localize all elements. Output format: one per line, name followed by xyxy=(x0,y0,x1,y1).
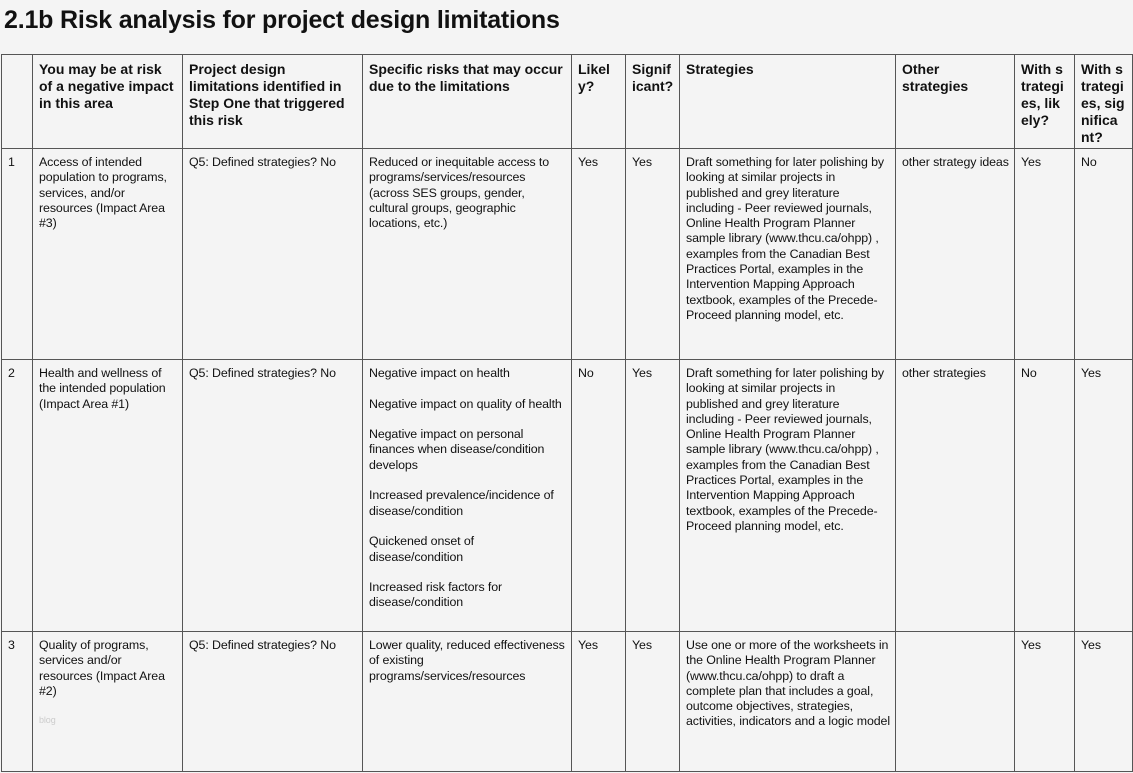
risk-item: Increased risk factors for disease/condition xyxy=(369,580,503,610)
header-design-limitations: Project design limitations identified in Step One that triggered this risk xyxy=(183,55,363,149)
table-row xyxy=(2,149,1133,360)
header-significant-text: Significant? xyxy=(632,61,674,94)
header-other-strategies-text: Other strategies xyxy=(902,61,969,94)
header-with-strategies-significant xyxy=(1075,55,1133,149)
header-risk-area: You may be at risk of a negative impact in this area xyxy=(33,55,183,149)
header-with-strategies-likely-text: With strategies, likely? xyxy=(1021,61,1064,128)
header-other-strategies xyxy=(896,55,1015,149)
limitation-cell: Q5: Defined strategies? No xyxy=(183,632,363,772)
risk-item: Negative impact on health xyxy=(369,366,510,380)
risk-area-cell: Access of intended population to programs, services, and/or resources (Impact Area #3) xyxy=(33,149,183,360)
strategies-cell: Draft something for later polishing by looking at similar projects in published and grey literature including - Peer reviewed journals, Online Health Program Planner sample library (www.thcu.ca/ohpp) , examples from the Canadian Best Practices Portal, examples in the Intervention Mapping Approach textbook, examples of the Precede-Proceed planning model, etc. xyxy=(680,149,896,360)
significant-cell: Yes xyxy=(626,360,680,632)
watermark: blog xyxy=(39,715,56,726)
risk-item: Reduced or inequitable access to programs/services/resources (across SES groups, gender, cultural groups, geographic locations, etc.) xyxy=(369,155,550,231)
header-number xyxy=(2,55,33,149)
risk-item: Increased prevalence/incidence of disease/condition xyxy=(369,488,554,518)
header-with-strategies-significant-text: With strategies, significant? xyxy=(1081,61,1125,145)
header-specific-risks: Specific risks that may occur due to the limitations xyxy=(363,55,572,149)
specific-risks-cell xyxy=(363,360,572,632)
other-strategies-cell xyxy=(896,632,1015,772)
risk-item: Lower quality, reduced effectiveness of existing programs/services/resources xyxy=(369,638,565,683)
with-strategies-significant-cell: Yes xyxy=(1075,632,1133,772)
header-likely-text: Likely? xyxy=(578,61,610,94)
limitation-cell: Q5: Defined strategies? No xyxy=(183,149,363,360)
specific-risks-cell xyxy=(363,632,572,772)
likely-cell: Yes xyxy=(572,149,626,360)
strategies-cell: Draft something for later polishing by looking at similar projects in published and grey literature including - Peer reviewed journals, Online Health Program Planner sample library (www.thcu.ca/ohpp) , examples from the Canadian Best Practices Portal, examples in the Intervention Mapping Approach textbook, examples of the Precede-Proceed planning model, etc. xyxy=(680,360,896,632)
risk-area-text: Quality of programs, services and/or resources (Impact Area #2) xyxy=(39,638,165,698)
other-strategies-cell: other strategies xyxy=(896,360,1015,632)
risk-area-cell xyxy=(33,632,183,772)
other-strategies-cell: other strategy ideas xyxy=(896,149,1015,360)
page-title: 2.1b Risk analysis for project design limitations xyxy=(4,6,560,34)
likely-cell: Yes xyxy=(572,632,626,772)
with-strategies-likely-cell: Yes xyxy=(1015,149,1075,360)
header-with-strategies-likely xyxy=(1015,55,1075,149)
header-row xyxy=(2,55,1133,149)
risk-item: Negative impact on quality of health xyxy=(369,396,562,411)
significant-cell: Yes xyxy=(626,632,680,772)
specific-risks-cell xyxy=(363,149,572,360)
with-strategies-significant-cell: Yes xyxy=(1075,360,1133,632)
strategies-cell: Use one or more of the worksheets in the Online Health Program Planner (www.thcu.ca/ohpp) to draft a complete plan that includes a goal, outcome objectives, strategies, activities, indicators and a logic model xyxy=(680,632,896,772)
header-significant xyxy=(626,55,680,149)
likely-cell: No xyxy=(572,360,626,632)
table-row xyxy=(2,632,1133,772)
row-number: 3 xyxy=(2,632,33,772)
row-number: 2 xyxy=(2,360,33,632)
with-strategies-significant-cell: No xyxy=(1075,149,1133,360)
risk-item: Quickened onset of disease/condition xyxy=(369,534,474,564)
with-strategies-likely-cell: Yes xyxy=(1015,632,1075,772)
risk-analysis-table xyxy=(1,54,1133,772)
with-strategies-likely-cell: No xyxy=(1015,360,1075,632)
table-row xyxy=(2,360,1133,632)
risk-area-cell: Health and wellness of the intended population (Impact Area #1) xyxy=(33,360,183,632)
header-strategies: Strategies xyxy=(680,55,896,149)
significant-cell: Yes xyxy=(626,149,680,360)
row-number: 1 xyxy=(2,149,33,360)
risk-item: Negative impact on personal finances when disease/condition develops xyxy=(369,427,545,472)
header-likely xyxy=(572,55,626,149)
limitation-cell: Q5: Defined strategies? No xyxy=(183,360,363,632)
